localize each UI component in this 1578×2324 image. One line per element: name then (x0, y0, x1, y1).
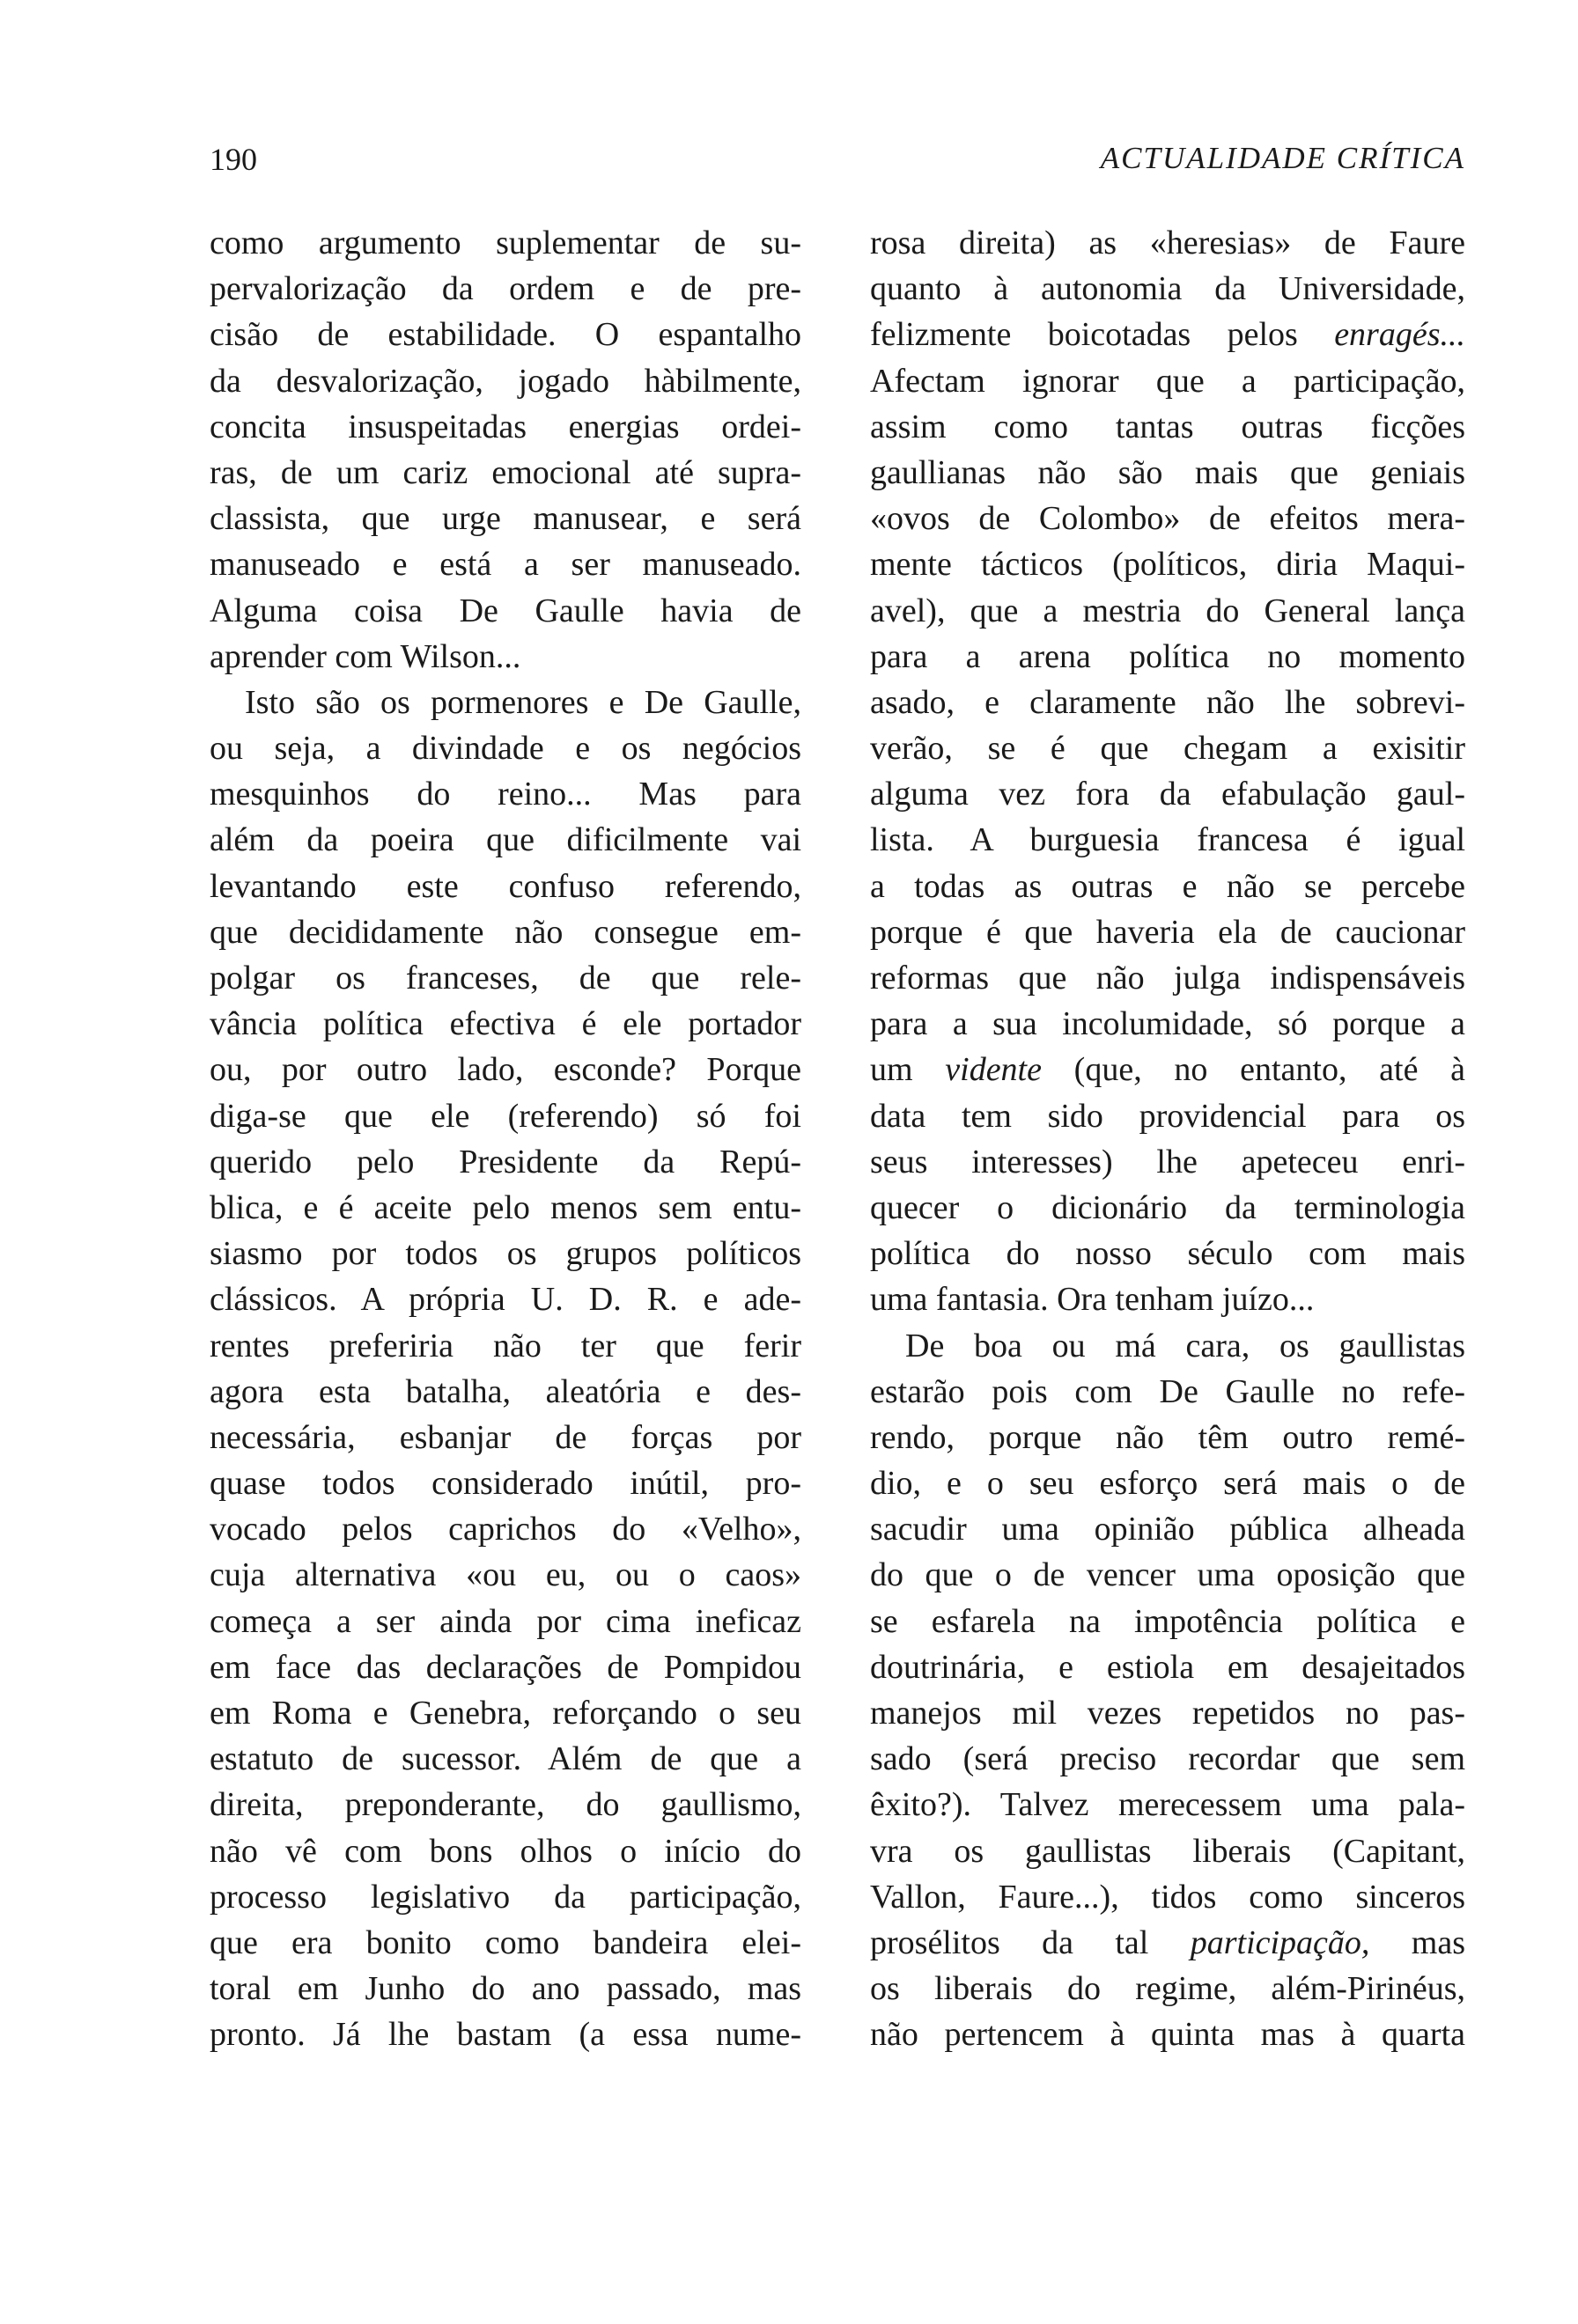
text-line: Vallon, Faure...), tidos como sinceros (870, 1878, 1465, 1916)
text-line: vra os gaullistas liberais (Capitant, (870, 1832, 1465, 1870)
text-line: siasmo por todos os grupos políticos (210, 1235, 801, 1273)
text-line: política do nosso século com mais (870, 1235, 1465, 1273)
text-line: cuja alternativa «ou eu, ou o caos» (210, 1556, 801, 1594)
italic-term: participação, (1190, 1923, 1370, 1961)
text-line: mente tácticos (políticos, diria Maqui- (870, 546, 1465, 584)
text-line: em Roma e Genebra, reforçando o seu (210, 1695, 801, 1732)
text-line: concita insuspeitadas energias ordei- (210, 408, 801, 445)
text-line: asado, e claramente não lhe sobrevi- (870, 683, 1465, 721)
text-line: ras, de um cariz emocional até supra- (210, 453, 801, 491)
text-line: estatuto de sucessor. Além de que a (210, 1740, 801, 1778)
text-line: não vê com bons olhos o início do (210, 1832, 801, 1870)
text-line: aprender com Wilson... (210, 637, 521, 675)
text-line: classista, que urge manusear, e será (210, 500, 801, 538)
page-number: 190 (210, 142, 257, 177)
text-line: rentes preferiria não ter que ferir (210, 1327, 801, 1364)
text-line: pervalorização da ordem e de pre- (210, 270, 801, 308)
text-line: blica, e é aceite pelo menos sem entu- (210, 1188, 801, 1226)
text-line: avel), que a mestria do General lança (870, 592, 1465, 629)
text-line: quanto à autonomia da Universidade, (870, 270, 1465, 308)
left-column (210, 220, 801, 2058)
text-line: reformas que não julga indispensáveis (870, 960, 1465, 997)
text-line: além da poeira que dificilmente vai (210, 821, 801, 859)
text-line: manejos mil vezes repetidos no pas- (870, 1695, 1465, 1732)
text-line: rosa direita) as «heresias» de Faure (870, 224, 1465, 261)
text-line: toral em Junho do ano passado, mas (210, 1970, 801, 2008)
text-segment: (que, no entanto, até à (1041, 1051, 1465, 1089)
text-line: gaullianas não são mais que geniais (870, 453, 1465, 491)
text-line: uma fantasia. Ora tenham juízo... (870, 1281, 1315, 1319)
text-segment: prosélitos da tal (870, 1923, 1191, 1961)
text-line: alguma vez fora da efabulação gaul- (870, 776, 1465, 813)
text-line: que era bonito como bandeira elei- (210, 1923, 801, 1961)
text-line: dio, e o seu esforço será mais o de (870, 1465, 1465, 1503)
text-line: «ovos de Colombo» de efeitos mera- (870, 500, 1465, 538)
text-line: processo legislativo da participação, (210, 1878, 801, 1916)
text-line: do que o de vencer uma oposição que (870, 1556, 1465, 1594)
text-line: lista. A burguesia francesa é igual (870, 821, 1465, 859)
right-column (870, 220, 1465, 2058)
text-line: quecer o dicionário da terminologia (870, 1188, 1465, 1226)
text-line: ou, por outro lado, esconde? Porque (210, 1051, 801, 1089)
text-line: vocado pelos caprichos do «Velho», (210, 1511, 801, 1548)
text-line: em face das declarações de Pompidou (210, 1648, 801, 1686)
text-line: necessária, esbanjar de forças por (210, 1418, 801, 1456)
text-line: começa a ser ainda por cima ineficaz (210, 1602, 801, 1640)
text-line: porque é que haveria ela de caucionar (870, 913, 1465, 951)
text-line: os liberais do regime, além-Pirinéus, (870, 1970, 1465, 2008)
text-line: sacudir uma opinião pública alheada (870, 1511, 1465, 1548)
text-line: mesquinhos do reino... Mas para (210, 776, 801, 813)
text-line: Alguma coisa De Gaulle havia de (210, 592, 801, 629)
text-line: como argumento suplementar de su- (210, 224, 801, 261)
text-line: rendo, porque não têm outro remé- (870, 1418, 1465, 1456)
text-line: clássicos. A própria U. D. R. e ade- (210, 1281, 801, 1319)
text-line: vância política efectiva é ele portador (210, 1005, 801, 1043)
text-line (870, 312, 1465, 357)
text-line: De boa ou má cara, os gaullistas (905, 1327, 1465, 1364)
text-line: assim como tantas outras ficções (870, 408, 1465, 445)
text-line: direita, preponderante, do gaullismo, (210, 1786, 801, 1824)
text-line: agora esta batalha, aleatória e des- (210, 1372, 801, 1410)
text-line: estarão pois com De Gaulle no refe- (870, 1372, 1465, 1410)
running-head: ACTUALIDADE CRÍTICA (1100, 141, 1465, 175)
text-line: querido pelo Presidente da Repú- (210, 1143, 801, 1180)
italic-term: enragés... (1334, 316, 1465, 354)
text-line: para a arena política no momento (870, 637, 1465, 675)
text-line: manuseado e está a ser manuseado. (210, 546, 801, 584)
text-segment: mas (1369, 1923, 1465, 1961)
text-line: para a sua incolumidade, só porque a (870, 1005, 1465, 1043)
text-segment: felizmente boicotadas pelos (870, 316, 1335, 354)
text-line: da desvalorização, jogado hàbilmente, (210, 362, 801, 400)
text-line: quase todos considerado inútil, pro- (210, 1465, 801, 1503)
text-line: polgar os franceses, de que rele- (210, 960, 801, 997)
text-line: diga-se que ele (referendo) só foi (210, 1097, 801, 1135)
text-line: a todas as outras e não se percebe (870, 867, 1465, 905)
text-line: cisão de estabilidade. O espantalho (210, 316, 801, 354)
text-line: ou seja, a divindade e os negócios (210, 730, 801, 768)
text-line: pronto. Já lhe bastam (a essa nume- (210, 2016, 801, 2054)
text-segment: um (870, 1051, 946, 1089)
text-line: sado (será preciso recordar que sem (870, 1740, 1465, 1778)
text-line: Afectam ignorar que a participação, (870, 362, 1465, 400)
text-line: levantando este confuso referendo, (210, 867, 801, 905)
text-line: seus interesses) lhe apeteceu enri- (870, 1143, 1465, 1180)
text-line: se esfarela na impotência política e (870, 1602, 1465, 1640)
text-line: data tem sido providencial para os (870, 1097, 1465, 1135)
text-line: que decididamente não consegue em- (210, 913, 801, 951)
text-line (870, 1920, 1465, 1966)
text-line (870, 1047, 1465, 1092)
text-line: verão, se é que chegam a exisitir (870, 730, 1465, 768)
text-line: não pertencem à quinta mas à quarta (870, 2016, 1465, 2054)
text-line: Isto são os pormenores e De Gaulle, (245, 683, 801, 721)
text-line: êxito?). Talvez merecessem uma pala- (870, 1786, 1465, 1824)
text-line: doutrinária, e estiola em desajeitados (870, 1648, 1465, 1686)
italic-term: vidente (945, 1051, 1042, 1089)
